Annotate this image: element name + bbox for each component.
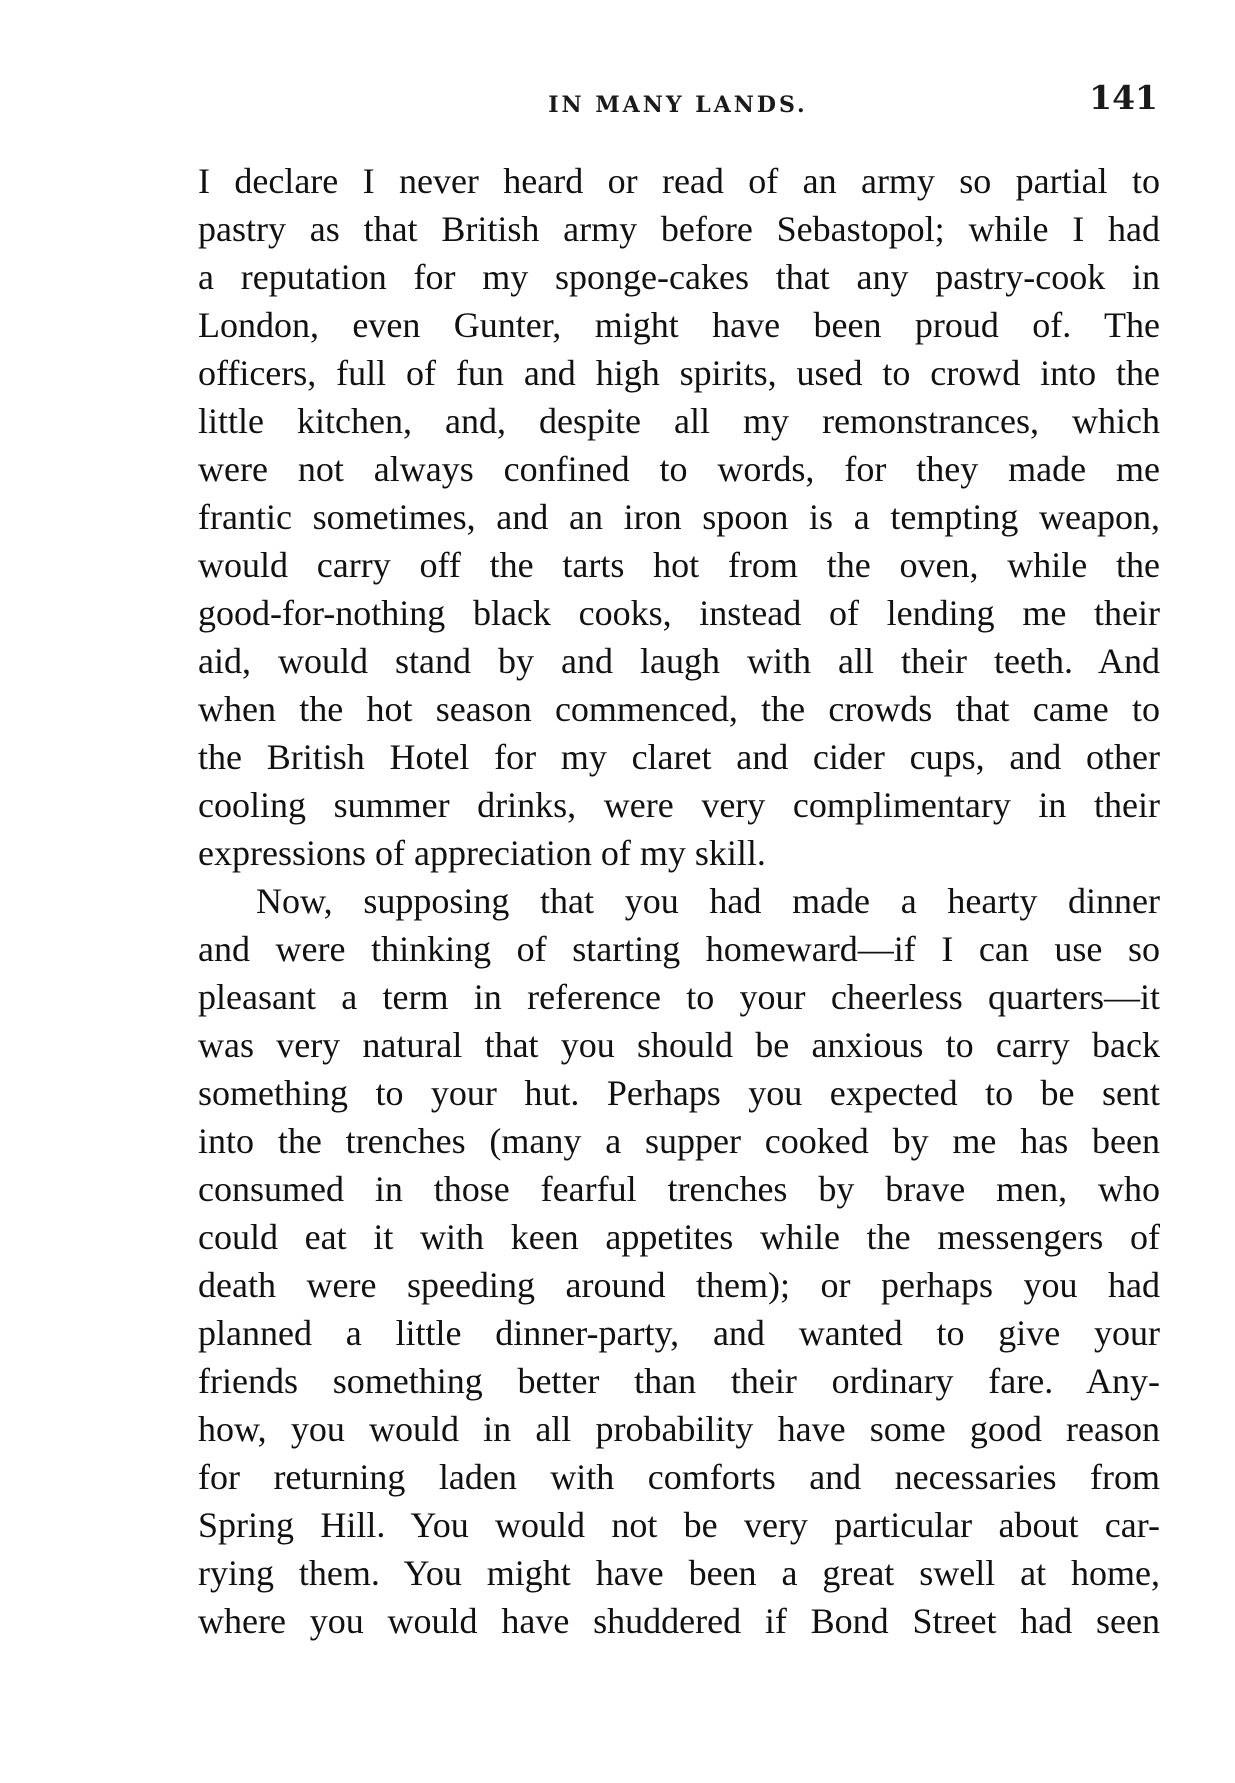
text-line: into the trenches (many a supper cooked by me has been xyxy=(198,1121,1160,1161)
text-line: consumed in those fearful trenches by brave men, who xyxy=(198,1169,1160,1209)
text-line: for returning laden with comforts and necessaries from xyxy=(198,1457,1160,1497)
text-line: aid, would stand by and laugh with all their teeth. And xyxy=(198,641,1160,681)
text-line: pleasant a term in reference to your cheerless quarters—it xyxy=(198,977,1160,1017)
text-line: a reputation for my sponge-cakes that any pastry-cook in xyxy=(198,257,1160,297)
text-line: when the hot season commenced, the crowds that came to xyxy=(198,689,1160,729)
text-line: planned a little dinner-party, and wanted to give your xyxy=(198,1313,1160,1353)
running-title: IN MANY LANDS. xyxy=(548,92,808,118)
text-line: frantic sometimes, and an iron spoon is a tempting weapon, xyxy=(198,497,1160,537)
text-line: officers, full of fun and high spirits, used to crowd into the xyxy=(198,353,1160,393)
text-line: pastry as that British army before Sebastopol; while I had xyxy=(198,209,1160,249)
text-line: something to your hut. Perhaps you expected to be sent xyxy=(198,1073,1160,1113)
text-line: little kitchen, and, despite all my remonstrances, which xyxy=(198,401,1160,441)
text-line: I declare I never heard or read of an army so partial to xyxy=(198,161,1160,201)
paragraph-1 xyxy=(198,157,1160,877)
text-line: would carry off the tarts hot from the oven, while the xyxy=(198,545,1160,585)
text-line: Now, supposing that you had made a hearty dinner xyxy=(256,881,1160,921)
text-line: where you would have shuddered if Bond Street had seen xyxy=(198,1601,1160,1641)
text-line: were not always confined to words, for they made me xyxy=(198,449,1160,489)
text-line: London, even Gunter, might have been proud of. The xyxy=(198,305,1160,345)
text-line: how, you would in all probability have some good reason xyxy=(198,1409,1160,1449)
text-line: friends something better than their ordinary fare. Any- xyxy=(198,1361,1160,1401)
text-line: the British Hotel for my claret and cider cups, and other xyxy=(198,737,1160,777)
paragraph-2 xyxy=(198,877,1160,1645)
text-line: expressions of appreciation of my skill. xyxy=(198,833,766,873)
text-line: Spring Hill. You would not be very particular about car- xyxy=(198,1505,1160,1545)
text-line: death were speeding around them); or perhaps you had xyxy=(198,1265,1160,1305)
page-number: 141 xyxy=(1089,78,1158,117)
text-line: and were thinking of starting homeward—if I can use so xyxy=(198,929,1160,969)
text-line: could eat it with keen appetites while the messengers of xyxy=(198,1217,1160,1257)
body-text xyxy=(198,157,1160,1645)
running-header xyxy=(198,78,1158,128)
text-line: was very natural that you should be anxious to carry back xyxy=(198,1025,1160,1065)
text-line: cooling summer drinks, were very complimentary in their xyxy=(198,785,1160,825)
text-line: good-for-nothing black cooks, instead of lending me their xyxy=(198,593,1160,633)
text-line: rying them. You might have been a great swell at home, xyxy=(198,1553,1160,1593)
